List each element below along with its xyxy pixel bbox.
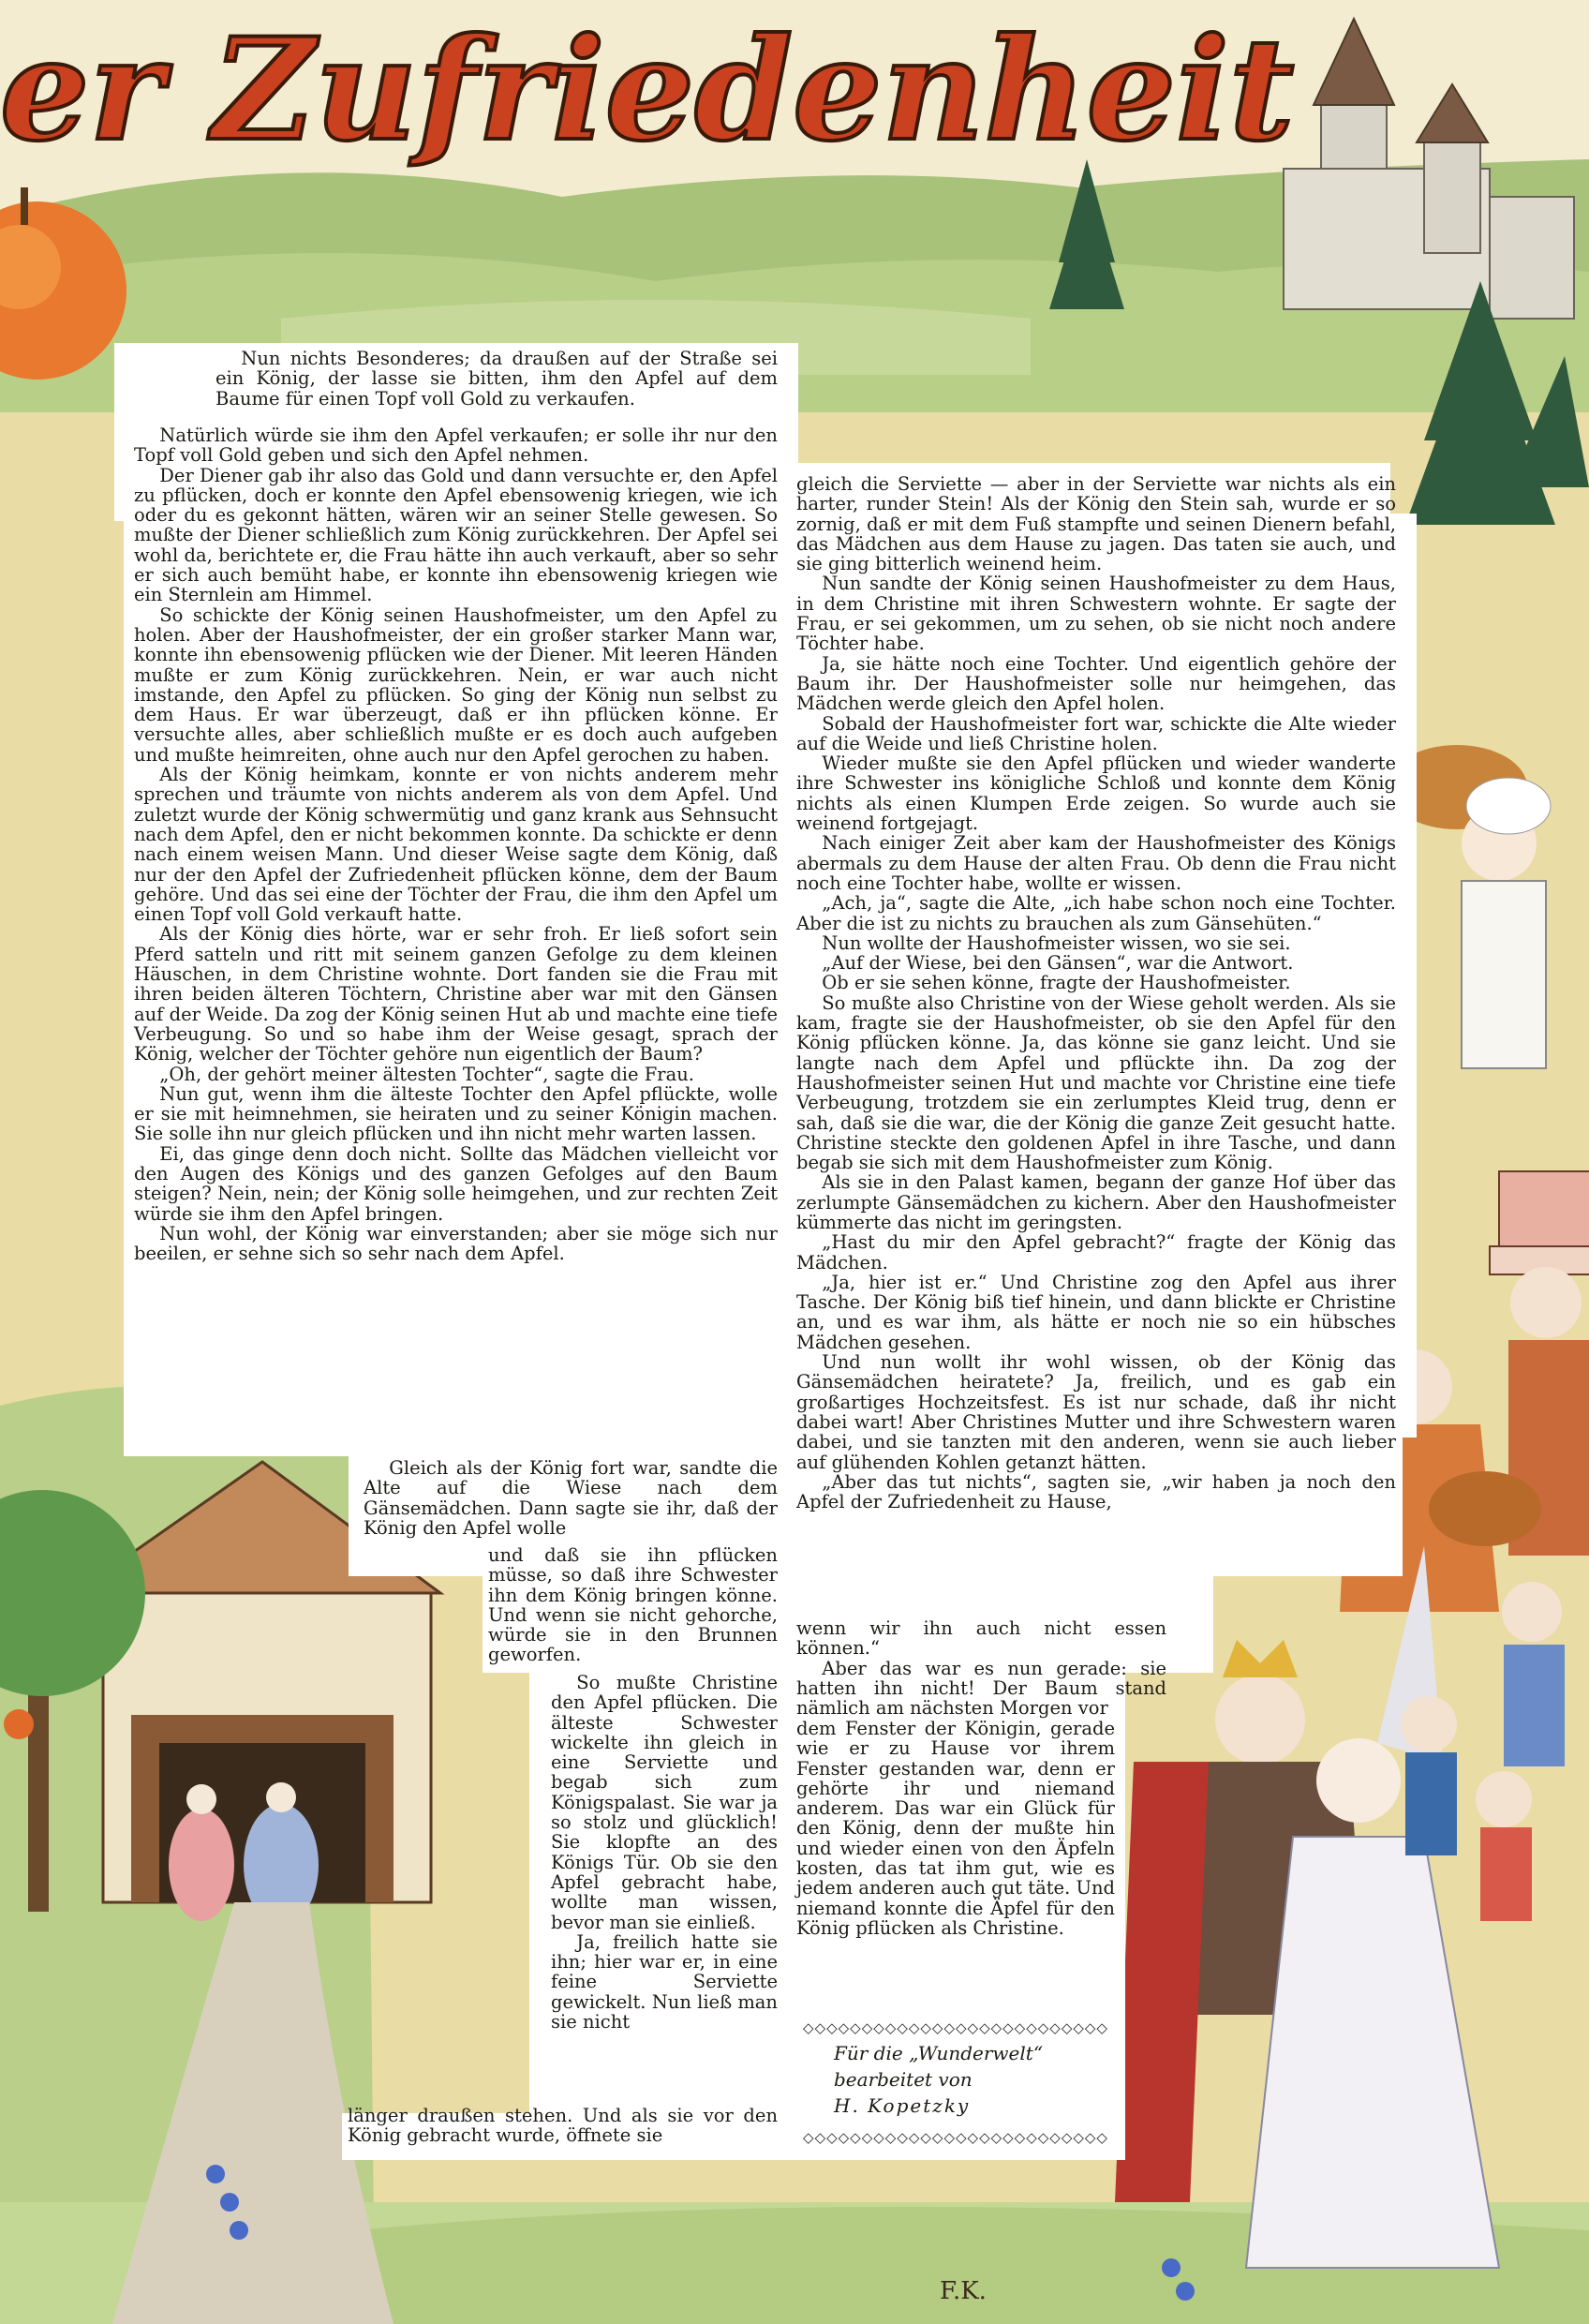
story-column-1-continued (364, 1458, 778, 1538)
paragraph: Ei, das ginge denn doch nicht. Sollte das Mädchen vielleicht vor den Augen des Königs und des ganzen Gefolges auf den Baum steigen? Nein, nein; der König solle heimgehen, und zur rechten Zeit würde sie ihm den Apfel bringen. (134, 1142, 778, 1225)
title-lettering: er Zufriedenheit (0, 7, 1295, 172)
paragraph: „Oh, der gehört meiner ältesten Tochter“, sagte die Frau. (159, 1063, 694, 1085)
paragraph: Ja, freilich hatte sie ihn; hier war er, in eine feine Serviette gewickelt. Nun ließ man sie nicht (551, 1930, 778, 2034)
artist-signature: F.K. (940, 2277, 987, 2305)
paragraph: So mußte also Christine von der Wiese geholt werden. Als sie kam, fragte sie der Haushofmeister, ob sie den Apfel für den König pflücken könne. Ja, das könne sie ganz leicht. Und sie langte nach dem Apfel und pflückte ihn. Da zog der Haushofmeister seinen Hut und machte vor Christine eine tiefe Verbeugung, trotzdem sie ein zerlumptes Kleid trug, denn er sah, daß sie die war, die der König die ganze Zeit gesucht hatte. Christine steckte den goldenen Apfel in ihre Tasche, und dann begab sie sich mit dem Haushofmeister zum König. (796, 991, 1396, 1174)
paragraph: Ob er sie sehen könne, fragte der Haushofmeister. (822, 972, 1291, 994)
paragraph: und daß sie ihn pflücken müsse, so daß ihre Schwester ihn dem König bringen könne. Und wenn sie nicht gehorche, würde sie in den Brunnen geworfen. (488, 1544, 778, 1666)
text-panel-lower-left (124, 1438, 358, 1456)
paragraph: So schickte der König seinen Haushofmeister, um den Apfel zu holen. Aber der Haushofmeister, der ein großer starker Mann war, konnte ihn ebensowenig pflücken wie der Diener. Mit leeren Händen mußte er zum König zurückkehren. Nein, er war auch nicht imstande, den Apfel zu pflücken. So ging der König nun selbst zu dem Haus. Er war überzeugt, daß er ihn pflücken könne. Er versuchte alles, aber schließlich mußte er es doch auch aufgeben und mußte heimreiten, ohne auch nur den Apfel gerochen zu haben. (134, 603, 778, 766)
paragraph: „Auf der Wiese, bei den Gänsen“, war die Antwort. (822, 952, 1294, 975)
ornament-rule-bottom: ◇◇◇◇◇◇◇◇◇◇◇◇◇◇◇◇◇◇◇◇◇◇◇◇◇◇ (803, 2129, 1108, 2146)
title-banner (0, 7, 1294, 172)
paragraph: Nun wohl, der König war einverstanden; aber sie möge sich nur beeilen, er sehne sich so sehr nach dem Apfel. (134, 1222, 778, 1265)
ornament-rule-top: ◇◇◇◇◇◇◇◇◇◇◇◇◇◇◇◇◇◇◇◇◇◇◇◇◇◇ (803, 2019, 1108, 2036)
story-column-2 (796, 474, 1396, 1512)
story-column-1-mid (488, 1545, 778, 1665)
paragraph: So mußte Christine den Apfel pflücken. Die älteste Schwester wickelte ihn gleich in eine Serviette und begab sich zum Königspalast. Sie war ja so stolz und glücklich! Sie klopfte an des Königs Tür. Ob sie den Apfel gebracht habe, wollte man wissen, bevor man sie einließ. (551, 1672, 778, 1933)
paragraph: Natürlich würde sie ihm den Apfel verkaufen; er solle ihr nur den Topf voll Gold geben und sich den Apfel nehmen. (134, 425, 778, 467)
paragraph: Der Diener gab ihr also das Gold und dann versuchte er, den Apfel zu pflücken, doch er konnte den Apfel ebensowenig kriegen, wie ich oder du es gekonnt hätten, wären wir an seiner Stelle gewesen. So mußte der Diener schließlich zum König zurückkehren. Der Apfel sei wohl da, berichtete er, die Frau hätte ihn auch verkauft, aber so sehr er sich auch bemüht habe, er konnte ihn ebensowenig kriegen wie ein Sternlein am Himmel. (134, 464, 778, 606)
paragraph: Nun gut, wenn ihm die älteste Tochter den Apfel pflückte, wolle er sie mit heimnehmen, sie heiraten und zu seiner Königin machen. Sie solle ihn nur gleich pflücken und ihn nicht mehr warten lassen. (134, 1082, 778, 1145)
story-column-2-mid (796, 1618, 1166, 1718)
paragraph: „Aber das tut nichts“, sagten sie, „wir haben ja noch den Apfel der Zufriedenheit zu Hause, (796, 1470, 1396, 1513)
credit-line-1: Für die „Wunderwelt“ (834, 2042, 1044, 2064)
paragraph: wenn wir ihn auch nicht essen können.“ (796, 1617, 1166, 1660)
credit-line-2: bearbeitet von (834, 2068, 973, 2091)
paragraph: Als sie in den Palast kamen, begann der ganze Hof über das zerlumpte Gänsemädchen zu kichern. Aber den Haushofmeister kümmerte das nicht im geringsten. (796, 1171, 1396, 1233)
paragraph: „Ach, ja“, sagte die Alte, „ich habe schon noch eine Tochter. Aber die ist zu nichts zu brauchen als zum Gänsehüten.“ (796, 892, 1396, 934)
paragraph: gleich die Serviette — aber in der Serviette war nichts als ein harter, runder Stein! Als der König den Stein sah, wurde er so zornig, daß er mit dem Fuß stampfte und seinen Dienern befahl, das Mädchen aus dem Hause zu jagen. Das taten sie auch, und sie ging bitterlich weinend heim. (796, 473, 1396, 575)
story-column-1-end (348, 2106, 778, 2146)
paragraph: Als der König heimkam, konnte er von nichts anderem mehr sprechen und träumte von nichts anderem als von dem Apfel. Und zuletzt wurde der König schwermütig und ganz krank aus Sehnsucht nach dem Apfel, den er nicht bekommen konnte. Da schickte er denn nach einem weisen Mann. Und dieser Weise sagte dem König, daß nur der den Apfel der Zufriedenheit pflücken könne, dem der Baum gehöre. Und das sei eine der Töchter der Frau, die ihm den Apfel um einen Topf voll Gold verkauft hatte. (134, 764, 778, 926)
story-column-1-top (215, 349, 778, 409)
paragraph: Nach einiger Zeit aber kam der Haushofmeister des Königs abermals zu dem Hause der alten Frau. Ob denn die Frau nicht noch eine Tochter habe, wollte er wissen. (796, 832, 1396, 894)
paragraph: Ja, sie hätte noch eine Tochter. Und eigentlich gehöre der Baum ihr. Der Haushofmeister solle nur heimgehen, das Mädchen werde gleich den Apfel holen. (796, 652, 1396, 715)
paragraph: Und nun wollt ihr wohl wissen, ob der König das Gänsemädchen heiratete? Ja, freilich, und es gab ein großartiges Hochzeitsfest. Es ist nur schade, daß ihr nicht dabei wart! Aber Christines Mutter und ihre Schwestern waren dabei, und sie tanzten mit den anderen, wenn sie auch lieber auf glühenden Kohlen getanzt hätten. (796, 1351, 1396, 1473)
paragraph: Nun sandte der König seinen Haushofmeister zu dem Haus, in dem Christine mit ihren Schwestern wohnte. Er sagte der Frau, er sei gekommen, um zu sehen, ob sie nicht noch andere Töchter habe. (796, 573, 1396, 655)
story-column-1-narrow (551, 1673, 778, 2032)
paragraph: dem Fenster der Königin, gerade wie er zu Hause vor ihrem Fenster gestanden war, denn er gehörte ihr und niemand anderem. Das war ein Glück für den König, denn der mußte hin und wieder einen von den Äpfeln kosten, das tat ihm gut, wie es jedem anderen auch gut täte. Und niemand konnte die Äpfel für den König pflücken als Christine. (796, 1718, 1115, 1939)
paragraph: Nun wollte der Haushofmeister wissen, wo sie sei. (822, 931, 1291, 954)
credit-author: H. Kopetzky (834, 2094, 971, 2117)
paragraph: länger draußen stehen. Und als sie vor den König gebracht wurde, öffnete sie (348, 2105, 778, 2147)
paragraph: Aber das war es nun gerade: sie hatten ihn nicht! Der Baum stand nämlich am nächsten Morgen vor (796, 1657, 1166, 1720)
paragraph: Als der König dies hörte, war er sehr froh. Er ließ sofort sein Pferd satteln und ritt mit seinem ganzen Gefolge zu dem kleinen Häuschen, in dem Christine wohnte. Dort fanden sie die Frau mit ihren beiden älteren Töchtern, Christine aber war mit den Gänsen auf der Weide. Da zog der König seinen Hut ab und machte eine tiefe Verbeugung. So und so habe ihm der Weise gesagt, sprach der König, welcher der Töchter gehöre nun eigentlich der Baum? (134, 923, 778, 1065)
paragraph: „Hast du mir den Apfel gebracht?“ fragte der König das Mädchen. (796, 1231, 1396, 1274)
paragraph: „Ja, hier ist er.“ Und Christine zog den Apfel aus ihrer Tasche. Der König biß tief hinein, und dann blickte er Christine an, und es war ihm, als hätte er noch nie so ein hübsches Mädchen gesehen. (796, 1271, 1396, 1353)
story-column-2-narrow (796, 1719, 1115, 1938)
paragraph: Sobald der Haushofmeister fort war, schickte die Alte wieder auf die Weide und ließ Christine holen. (796, 712, 1396, 754)
author-credit (796, 2040, 1152, 2119)
story-column-1 (134, 425, 778, 1263)
paragraph: Gleich als der König fort war, sandte die Alte auf die Wiese nach dem Gänsemädchen. Dann sagte sie ihr, daß der König den Apfel wolle (364, 1457, 778, 1539)
paragraph: Wieder mußte sie den Apfel pflücken und wieder wanderte ihre Schwester ins königliche Schloß und konnte dem König nichts als einen Klumpen Erde zeigen. So wurde auch sie weinend fortgejagt. (796, 752, 1396, 835)
paragraph: Nun nichts Besonderes; da draußen auf der Straße sei ein König, der lasse sie bitten, ihm den Apfel auf dem Baume für einen Topf voll Gold zu verkaufen. (215, 348, 778, 410)
